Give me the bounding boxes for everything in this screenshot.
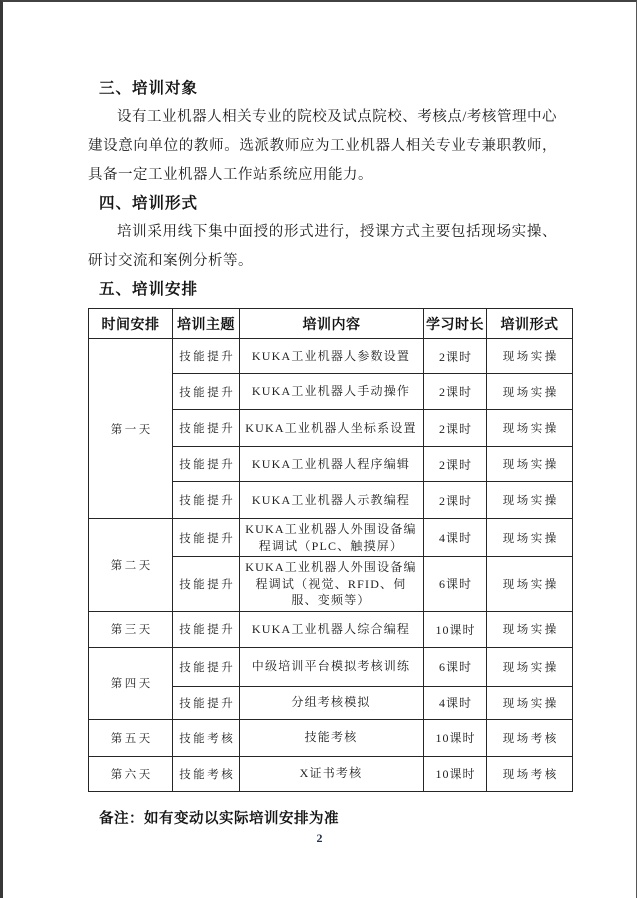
training-schedule-table [88, 308, 573, 792]
table-row [89, 519, 573, 557]
topic-cell: 技能提升 [173, 686, 240, 719]
topic-cell: 技能考核 [173, 756, 240, 791]
table-row [89, 756, 573, 791]
format-cell: 现场考核 [487, 719, 573, 756]
format-cell: 现场实操 [487, 339, 573, 374]
day-cell: 第五天 [89, 719, 173, 756]
duration-cell: 10课时 [424, 719, 487, 756]
format-cell: 现场实操 [487, 482, 573, 519]
paragraph-training-format: 培训采用线下集中面授的形式进行，授课方式主要包括现场实操、研讨交流和案例分析等。 [88, 224, 557, 269]
content-cell: KUKA工业机器人外围设备编程调试（PLC、触摸屏） [240, 519, 424, 557]
content-cell: KUKA工业机器人综合编程 [240, 611, 424, 647]
content-cell: KUKA工业机器人坐标系设置 [240, 410, 424, 447]
topic-cell: 技能提升 [173, 374, 240, 410]
section-heading-training-format: 四、培训形式 [99, 195, 199, 212]
content-cell: KUKA工业机器人外围设备编程调试（视觉、RFID、伺服、变频等） [240, 557, 424, 612]
format-cell: 现场实操 [487, 519, 573, 557]
duration-cell: 10课时 [424, 611, 487, 647]
section-heading-training-target: 三、培训对象 [99, 80, 199, 97]
page-number: 2 [316, 831, 323, 845]
document-content [3, 2, 636, 828]
duration-cell: 4课时 [424, 519, 487, 557]
header-cell-content: 培训内容 [240, 309, 424, 339]
format-cell: 现场实操 [487, 557, 573, 612]
topic-cell: 技能提升 [173, 611, 240, 647]
table-header-row [89, 309, 573, 339]
duration-cell: 2课时 [424, 482, 487, 519]
format-cell: 现场实操 [487, 447, 573, 482]
day-cell: 第三天 [89, 611, 173, 647]
duration-cell: 6课时 [424, 557, 487, 612]
content-cell: 技能考核 [240, 719, 424, 756]
content-cell: 分组考核模拟 [240, 686, 424, 719]
table-row [89, 611, 573, 647]
duration-cell: 2课时 [424, 410, 487, 447]
topic-cell: 技能考核 [173, 719, 240, 756]
format-cell: 现场考核 [487, 756, 573, 791]
content-cell: KUKA工业机器人示教编程 [240, 482, 424, 519]
duration-cell: 2课时 [424, 447, 487, 482]
header-cell-duration: 学习时长 [424, 309, 487, 339]
format-cell: 现场实操 [487, 686, 573, 719]
topic-cell: 技能提升 [173, 447, 240, 482]
format-cell: 现场实操 [487, 410, 573, 447]
content-cell: KUKA工业机器人参数设置 [240, 339, 424, 374]
header-cell-time: 时间安排 [89, 309, 173, 339]
topic-cell: 技能提升 [173, 482, 240, 519]
note-text: 备注：如有变动以实际培训安排为准 [99, 810, 339, 827]
topic-cell: 技能提升 [173, 519, 240, 557]
format-cell: 现场实操 [487, 647, 573, 686]
duration-cell: 6课时 [424, 647, 487, 686]
format-cell: 现场实操 [487, 611, 573, 647]
topic-cell: 技能提升 [173, 557, 240, 612]
duration-cell: 2课时 [424, 374, 487, 410]
section-heading-training-schedule: 五、培训安排 [99, 281, 199, 298]
duration-cell: 2课时 [424, 339, 487, 374]
header-cell-topic: 培训主题 [173, 309, 240, 339]
paragraph-training-target: 设有工业机器人相关专业的院校及试点院校、考核点/考核管理中心建设意向单位的教师。选派教师应为工业机器人相关专业专兼职教师，具备一定工业机器人工作站系统应用能力。 [88, 109, 557, 183]
duration-cell: 4课时 [424, 686, 487, 719]
content-cell: 中级培训平台模拟考核训练 [240, 647, 424, 686]
format-cell: 现场实操 [487, 374, 573, 410]
header-cell-format: 培训形式 [487, 309, 573, 339]
day-cell: 第一天 [89, 339, 173, 519]
content-cell: X证书考核 [240, 756, 424, 791]
content-cell: KUKA工业机器人手动操作 [240, 374, 424, 410]
topic-cell: 技能提升 [173, 339, 240, 374]
topic-cell: 技能提升 [173, 410, 240, 447]
topic-cell: 技能提升 [173, 647, 240, 686]
duration-cell: 10课时 [424, 756, 487, 791]
table-row [89, 719, 573, 756]
day-cell: 第二天 [89, 519, 173, 612]
content-cell: KUKA工业机器人程序编辑 [240, 447, 424, 482]
day-cell: 第六天 [89, 756, 173, 791]
table-row [89, 647, 573, 686]
table-row [89, 339, 573, 374]
day-cell: 第四天 [89, 647, 173, 719]
